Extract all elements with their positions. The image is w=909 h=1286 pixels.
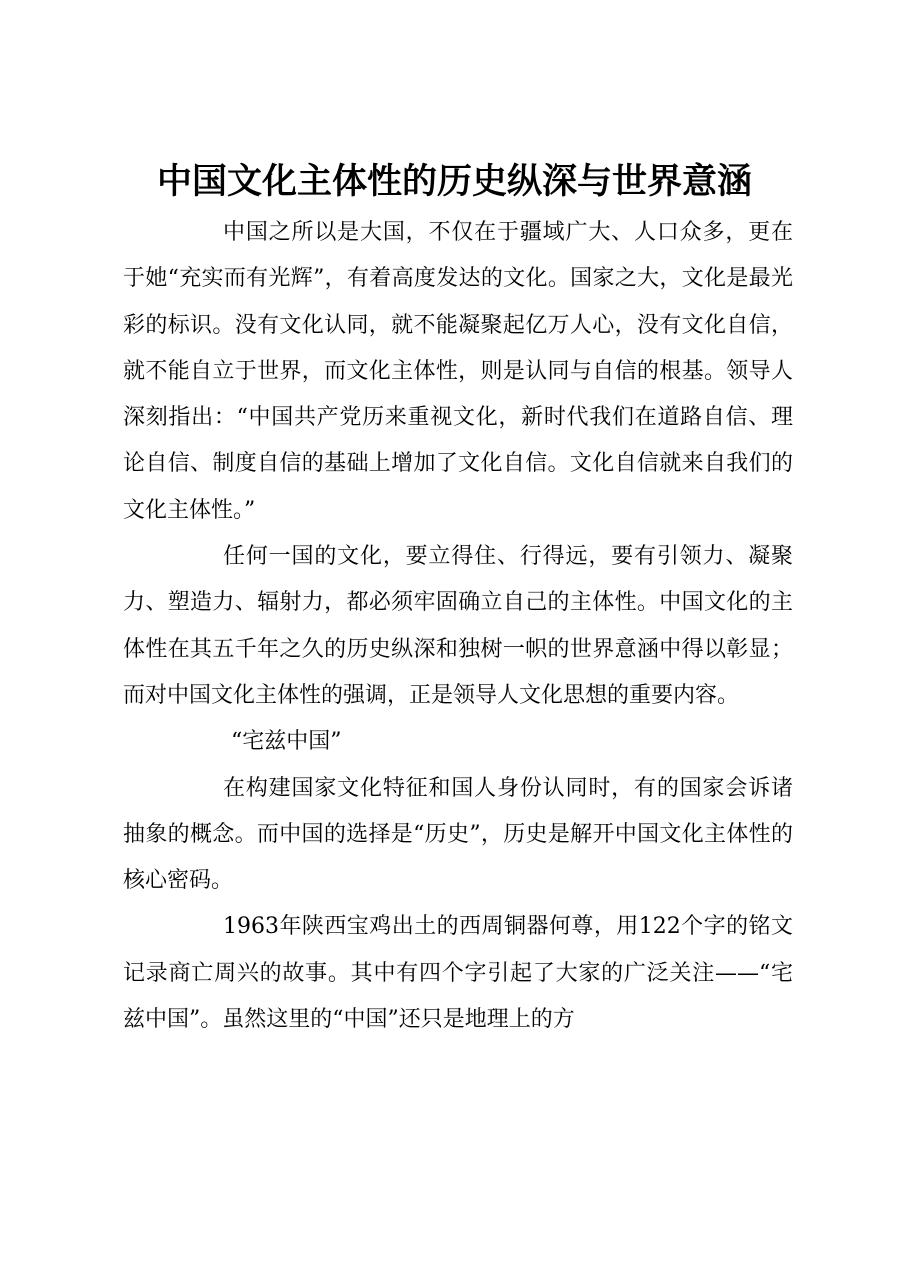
section-heading: “宅兹中国”	[231, 729, 342, 755]
document-body	[123, 210, 793, 1043]
document-title: 中国文化主体性的历史纵深与世界意涵	[156, 161, 752, 202]
paragraph: 中国之所以是大国，不仅在于疆域广大、人口众多，更在于她“充实而有光辉”，有着高度发达的文化。国家之大，文化是最光彩的标识。没有文化认同，就不能凝聚起亿万人心，没有文化自信，就不能自立于世界，而文化主体性，则是认同与自信的根基。领导人深刻指出：“中国共产党历来重视文化，新时代我们在道路自信、理论自信、制度自信的基础上增加了文化自信。文化自信就来自我们的文化主体性。”	[123, 220, 793, 523]
paragraph: 任何一国的文化，要立得住、行得远，要有引领力、凝聚力、塑造力、辐射力，都必须牢固确立自己的主体性。中国文化的主体性在其五千年之久的历史纵深和独树一帜的世界意涵中得以彰显；而对中国文化主体性的强调，正是领导人文化思想的重要内容。	[123, 544, 793, 708]
paragraph: 1963年陕西宝鸡出土的西周铜器何尊，用122个字的铭文记录商亡周兴的故事。其中有四个字引起了大家的广泛关注——“宅兹中国”。虽然这里的“中国”还只是地理上的方	[123, 914, 793, 1033]
paragraph: 在构建国家文化特征和国人身份认同时，有的国家会诉诸抽象的概念。而中国的选择是“历史”，历史是解开中国文化主体性的核心密码。	[123, 775, 793, 894]
